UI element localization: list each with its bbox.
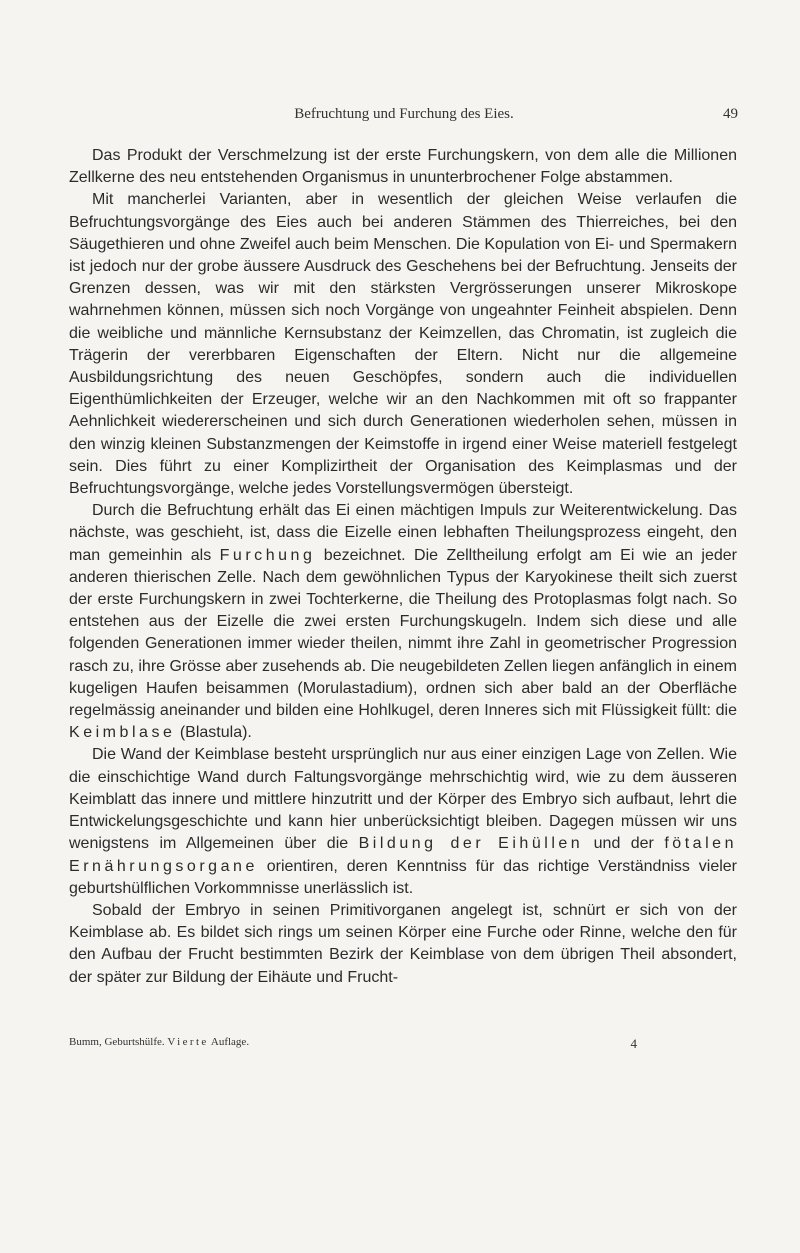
term-foetale-ernaehrungsorgane: fötalen Ernährungsorgane <box>69 835 737 875</box>
term-keimblase: Keimblase <box>69 724 176 742</box>
footer-author: Bumm, <box>69 1036 102 1048</box>
paragraph-4-text-b: und der <box>583 835 665 853</box>
page-footer <box>69 1036 737 1056</box>
term-furchung: Furchung <box>219 546 316 564</box>
paragraph-3-text-c: (Blastula). <box>175 724 252 742</box>
running-header <box>70 106 738 130</box>
paragraph-4 <box>69 744 737 899</box>
paragraph-5: Sobald der Embryo in seinen Primitivorganen angelegt ist, schnürt er sich von der Keimblase ab. Es bildet sich rings um seinen Körper eine Furche oder Rinne, welche den für den Aufbau der Frucht bestimmten Bezirk der Keimblase von dem übrigen Theil absondert, der später zur Bildung der Eihäute und Frucht- <box>69 901 737 986</box>
footer-edition-suffix: Auflage. <box>210 1036 250 1048</box>
page-number: 49 <box>723 106 738 122</box>
footer-edition: Vierte <box>167 1036 209 1048</box>
footer-imprint <box>69 1036 249 1048</box>
paragraph-3 <box>69 500 737 744</box>
sheet-signature: 4 <box>630 1036 637 1051</box>
footer-title: Geburtshülfe. <box>104 1036 165 1048</box>
running-title: Befruchtung und Furchung des Eies. <box>294 106 514 122</box>
body-text <box>69 145 737 989</box>
paragraph-1: Das Produkt der Verschmelzung ist der erste Furchungskern, von dem alle die Millionen Zellkerne des neu entstehenden Organismus in ununterbrochener Folge abstammen. <box>69 147 737 187</box>
paragraph-3-text-b: bezeichnet. Die Zelltheilung erfolgt am Ei wie an jeder anderen thierischen Zelle. Nach dem gewöhnlichen Typus der Karyokinese theilt sich zuerst der erste Furchungskern in zwei Tochterkerne, die Theilung des Protoplasmas folgt nach. So entstehen aus der Eizelle die zwei ersten Furchungskugeln. Indem sich diese und alle folgenden Generationen immer wieder theilen, nimmt ihre Zahl in geometrischer Progression rasch zu, ihre Grösse aber zusehends ab. Die neugebildeten Zellen liegen anfänglich in einem kugeligen Haufen beisammen (Morulastadium), ordnen sich aber bald an der Oberfläche regelmässig aneinander und bilden eine Hohlkugel, deren Inneres sich mit Flüssigkeit füllt: die <box>69 546 737 720</box>
term-bildung-der-eihuellen: Bildung der Eihüllen <box>358 835 584 853</box>
paragraph-4-text-a: Die Wand der Keimblase besteht ursprünglich nur aus einer einzigen Lage von Zellen. Wie die einschichtige Wand durch Faltungsvorgänge mehrschichtig wird, wie zu dem äusseren Keimblatt das innere und mittlere hinzutritt und der Körper des Embryo sich aufbaut, lehrt die Entwickelungsgeschichte und kann hier unberücksichtigt bleiben. Dagegen müssen wir uns wenigstens im Allgemeinen über die <box>69 746 737 853</box>
paragraph-3-text-a: Durch die Befruchtung erhält das Ei einen mächtigen Impuls zur Weiterentwickelung. Das nächste, was geschieht, ist, dass die Eizelle einen lebhaften Theilungsprozess eingeht, den man gemeinhin als <box>69 502 737 564</box>
paragraph-2: Mit mancherlei Varianten, aber in wesentlich der gleichen Weise verlaufen die Befruchtungsvorgänge des Eies auch bei anderen Stämmen des Thierreiches, bei den Säugethieren und ohne Zweifel auch beim Menschen. Die Kopulation von Ei- und Spermakern ist jedoch nur der grobe äussere Ausdruck des Geschehens bei der Befruchtung. Jenseits der Grenzen dessen, was wir mit den stärksten Vergrösserungen unserer Mikroskope wahrnehmen können, müssen sich noch Vorgänge von ungeahnter Feinheit abspielen. Denn die weibliche und männliche Kernsubstanz der Keimzellen, das Chromatin, ist zugleich die Trägerin der vererbbaren Eigenschaften der Eltern. Nicht nur die allgemeine Ausbildungsrichtung des neuen Geschöpfes, sondern auch die individuellen Eigenthümlichkeiten der Erzeuger, welche wir an den Nachkommen mit oft so frappanter Aehnlichkeit wiedererscheinen und sich durch Generationen wiederholen sehen, müssen in den winzig kleinen Substanzmengen der Keimstoffe in irgend einer Weise materiell festgelegt sein. Dies führt zu einer Komplizirtheit der Organisation des Keimplasmas und der Befruchtungsvorgänge, welche jedes Vorstellungsvermögen übersteigt. <box>69 191 737 498</box>
paragraph-4-text-c: orientiren, deren Kenntniss für das richtige Verständniss vieler geburtshülflichen Vorkommnisse unerlässlich ist. <box>69 857 737 897</box>
